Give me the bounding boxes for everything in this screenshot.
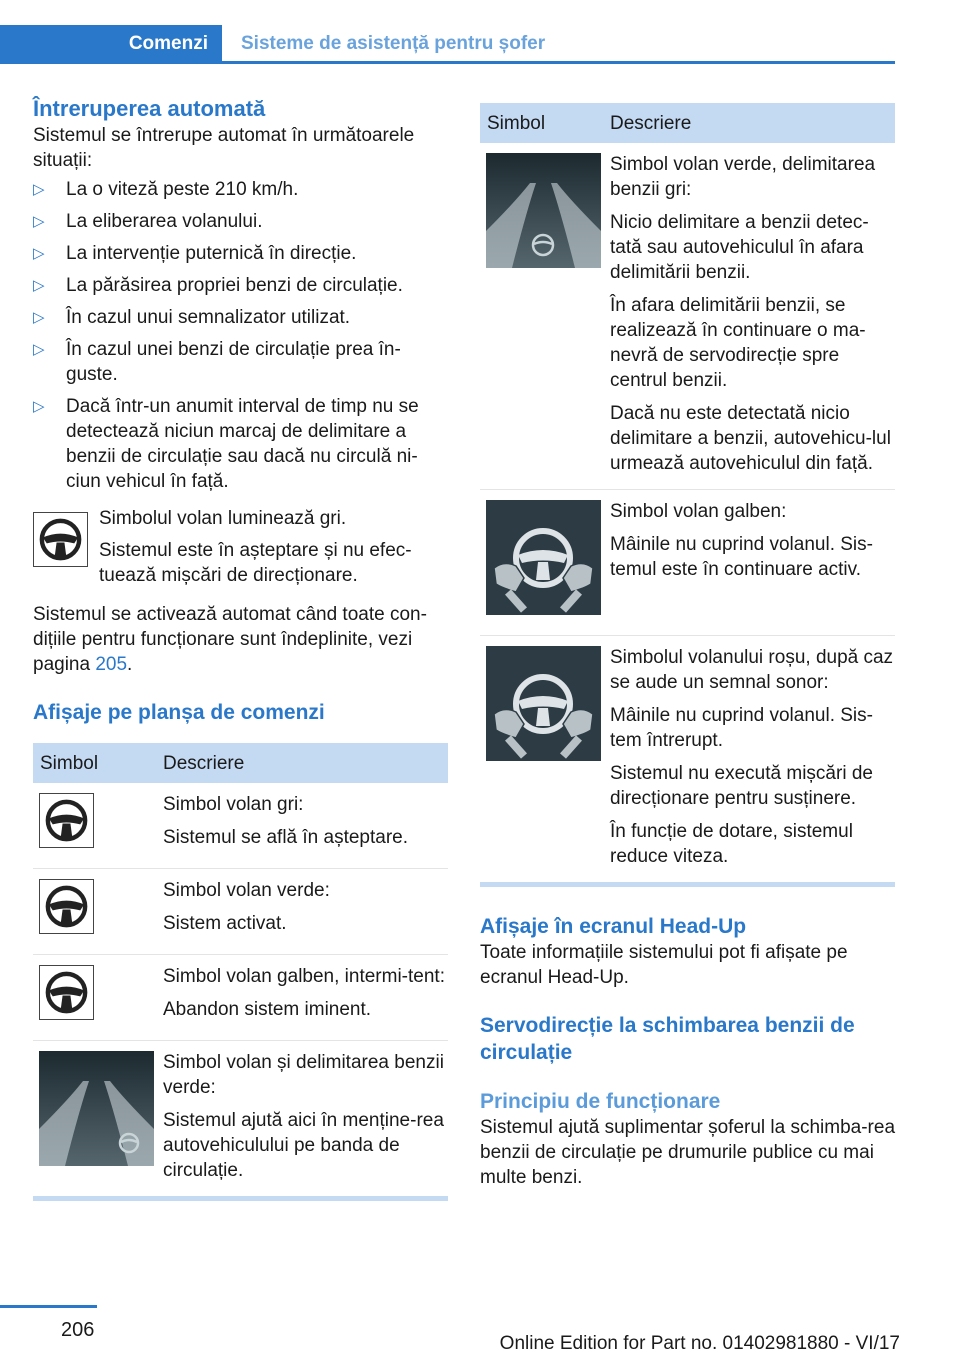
bullet-icon: ▷ — [33, 277, 45, 294]
list-item: ▷ În cazul unui semnalizator utilizat. — [33, 307, 351, 328]
principle-text: Sistemul ajută suplimentar șoferul la schimba‐rea benzii de circulație pe drumurile publice cu mai multe benzi. — [480, 1117, 896, 1188]
activation-text: Sistemul se activează automat când toate con‐dițiile pentru funcționare sunt îndeplinite, vezi pagina 205. — [33, 604, 427, 675]
heading-displays: Afișaje pe planșa de comenzi — [33, 701, 325, 724]
section-label: Comenzi — [128, 33, 208, 54]
intro-text: Sistemul se întrerupe automat în următoarele situații: — [33, 125, 415, 171]
list-item: ▷ În cazul unei benzi de circulație prea în‐guste. — [33, 339, 401, 385]
bullet-icon: ▷ — [33, 309, 45, 326]
table-row: Simbol volan galben: Mâinile nu cuprind volanul. Sis‐temul este în continuare activ. — [480, 490, 895, 636]
page-number: 206 — [61, 1319, 95, 1341]
bullet-icon: ▷ — [33, 181, 45, 198]
steering-wheel-gray-icon — [39, 793, 94, 848]
lane-gray-wheel-green-icon — [486, 153, 601, 268]
hud-text: Toate informațiile sistemului pot fi afișate pe ecranul Head-Up. — [480, 942, 848, 988]
footer-rule — [0, 1305, 97, 1308]
hands-off-red-icon — [486, 646, 601, 761]
hands-off-yellow-icon — [486, 500, 601, 615]
steering-wheel-gray-icon — [33, 512, 88, 567]
list-item: ▷ La o viteză peste 210 km/h. — [33, 179, 299, 200]
symbol-table-left — [33, 743, 448, 1201]
steering-wheel-green-icon — [39, 879, 94, 934]
bullet-icon: ▷ — [33, 341, 45, 358]
steering-wheel-yellow-blink-icon — [39, 965, 94, 1020]
heading-lane-change: Servodirecție la schimbarea benzii de circulație — [480, 1014, 855, 1064]
symbol-table-right — [480, 103, 895, 887]
bullet-icon: ▷ — [33, 245, 45, 262]
bullet-icon: ▷ — [33, 213, 45, 230]
list-item: ▷ La părăsirea propriei benzi de circulație. — [33, 275, 403, 296]
table-row: Simbol volan și delimitarea benzii verde: Sistemul ajută aici în menține‐rea autovehiculului pe banda de circulație. — [33, 1041, 448, 1199]
lane-steering-green-icon — [39, 1051, 154, 1166]
list-item: ▷ Dacă într-un anumit interval de timp nu se detectează niciun marcaj de delimitare a benzii de circulație sau dacă nu circulă ni‐ciun vehicul în față. — [33, 396, 419, 492]
chapter-title: Sisteme de asistență pentru șofer — [241, 33, 546, 54]
page-link[interactable]: 205 — [95, 654, 128, 675]
gray-wheel-note: Simbolul volan luminează gri. Sistemul este în așteptare și nu efec‐tuează mișcări de direcționare. — [33, 506, 448, 588]
table-row: Simbol volan gri: Sistemul se află în așteptare. — [33, 783, 448, 869]
heading-auto-interrupt: Întreruperea automată — [33, 96, 266, 121]
interrupt-list — [33, 177, 448, 494]
table-row: Simbol volan galben, intermi‐tent: Abandon sistem iminent. — [33, 955, 448, 1041]
table-row: Simbol volan verde, delimitarea benzii gri: Nicio delimitare a benzii detec‐tată sau autovehiculul în afara delimitării benzii. În afara delimitării benzii, se realizează în continuare o ma‐nevră de servodirecție spre centrul benzii. Dacă nu este detectată nicio delimitare a benzii, autovehicu‐lul urmează autovehiculul din față. — [480, 143, 895, 490]
table-row: Simbol volan verde: Sistem activat. — [33, 869, 448, 955]
section-tab[interactable] — [0, 25, 222, 61]
bullet-icon: ▷ — [33, 398, 45, 415]
heading-principle: Principiu de funcționare — [480, 1090, 721, 1113]
right-column — [480, 103, 895, 1190]
table-row: Simbolul volanului roșu, după caz se aude un semnal sonor: Mâinile nu cuprind volanul. Sis‐tem întrerupt. Sistemul nu execută mișcări de direcționare pentru susținere. În funcție de dotare, sistemul reduce viteza. — [480, 636, 895, 885]
edition-note: Online Edition for Part no. 01402981880 - VI/17 — [499, 1333, 900, 1354]
left-column — [33, 95, 448, 1201]
list-item: ▷ La intervenție puternică în direcție. — [33, 243, 357, 264]
table-header: Simbol Descriere — [480, 103, 895, 143]
page-header — [0, 25, 895, 64]
table-header: Simbol Descriere — [33, 743, 448, 783]
list-item: ▷ La eliberarea volanului. — [33, 211, 263, 232]
heading-hud: Afișaje în ecranul Head-Up — [480, 915, 747, 938]
